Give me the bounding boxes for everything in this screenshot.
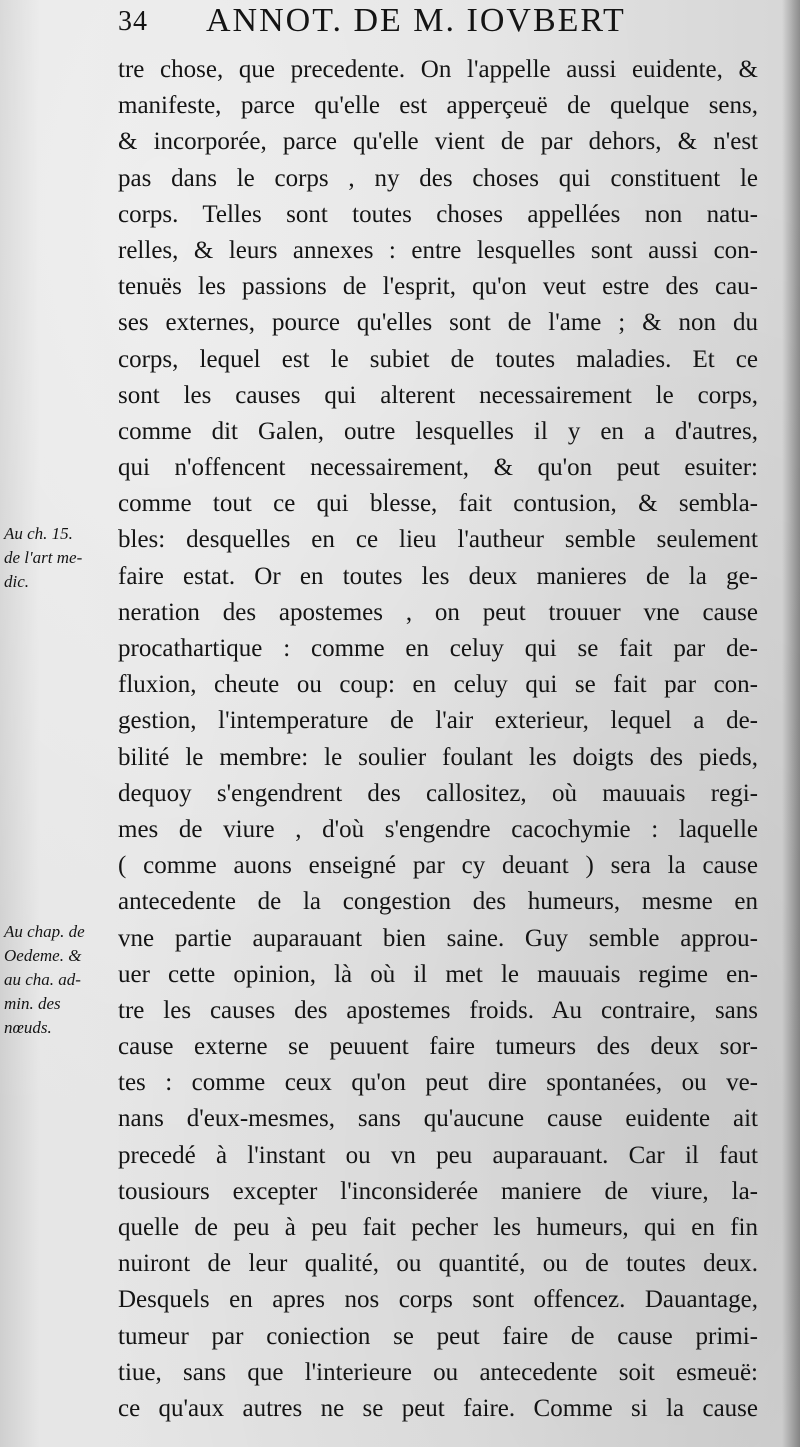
text-line: nans d'eux-mesmes, sans qu'aucune cause euidente ait: [118, 1105, 758, 1133]
text-line: & incorporée, parce qu'elle vient de par dehors, & n'est: [118, 128, 758, 156]
text-line: precedé à l'instant ou vn peu auparauant. Car il faut: [118, 1141, 758, 1169]
text-line: ( comme auons enseigné par cy deuant ) sera la cause: [118, 852, 758, 880]
text-line: tumeur par coniection se peut faire de cause primi-: [118, 1322, 758, 1350]
text-line: bles: desquelles en ce lieu l'autheur semble seulement: [118, 526, 758, 554]
text-line: tre les causes des apostemes froids. Au contraire, sans: [118, 996, 758, 1024]
text-line: neration des apostemes , on peut trouuer vne cause: [118, 598, 758, 626]
margin-note-line: Oedeme. &: [4, 946, 82, 965]
text-line: ses externes, pource qu'elles sont de l'ame ; & non du: [118, 309, 758, 337]
running-head: ANNOT. DE M. IOVBERT: [206, 2, 626, 39]
text-line: qui n'offencent necessairement, & qu'on peut esuiter:: [118, 454, 758, 482]
text-line: bilité le membre: le soulier foulant les doigts des pieds,: [118, 743, 758, 771]
text-line: quelle de peu à peu fait pecher les humeurs, qui en fin: [118, 1214, 758, 1241]
page-header: [118, 0, 778, 50]
text-line: sont les causes qui alterent necessairement le corps,: [118, 381, 758, 409]
margin-note-1: [4, 522, 116, 594]
text-line: vne partie auparauant bien saine. Guy semble approu-: [118, 924, 758, 952]
text-line: mes de viure , d'où s'engendre cacochymie : laquelle: [118, 815, 758, 843]
margin-note-line: min. des: [4, 994, 61, 1013]
margin-note-line: nœuds.: [4, 1018, 52, 1037]
text-line: comme dit Galen, outre lesquelles il y en a d'autres,: [118, 417, 758, 445]
text-line: manifeste, parce qu'elle est apperçeuë de quelque sens,: [118, 92, 758, 120]
text-line: dequoy s'engendrent des callositez, où mauuais regi-: [118, 779, 758, 807]
text-line: relles, & leurs annexes : entre lesquelles sont aussi con-: [118, 236, 758, 264]
margin-note-line: de l'art me-: [4, 548, 83, 567]
text-line: tes : comme ceux qu'on peut dire spontanées, ou ve-: [118, 1069, 758, 1097]
text-line: ce qu'aux autres ne se peut faire. Comme si la cause: [118, 1394, 758, 1422]
text-line: comme tout ce qui blesse, fait contusion, & sembla-: [118, 490, 758, 518]
text-line: Desquels en apres nos corps sont offencez. Dauantage,: [118, 1286, 758, 1314]
text-line: procathartique : comme en celuy qui se fait par de-: [118, 635, 758, 662]
margin-note-2: [4, 920, 116, 1040]
margin-note-line: Au ch. 15.: [4, 524, 73, 543]
text-line: faire estat. Or en toutes les deux manieres de la ge-: [118, 562, 758, 590]
text-line: pas dans le corps , ny des choses qui constituent le: [118, 164, 758, 192]
text-line: antecedente de la congestion des humeurs, mesme en: [118, 888, 758, 916]
margin-note-line: dic.: [4, 572, 30, 591]
text-line: tre chose, que precedente. On l'appelle aussi euidente, &: [118, 56, 758, 83]
margin-note-line: Au chap. de: [4, 922, 85, 941]
text-line: fluxion, cheute ou coup: en celuy qui se fait par con-: [118, 671, 758, 699]
text-line: cause externe se peuuent faire tumeurs des deux sor-: [118, 1033, 758, 1061]
text-line: tousiours excepter l'inconsiderée maniere de viure, la-: [118, 1177, 758, 1205]
page-edge-shadow: [782, 0, 800, 1447]
text-line: corps, lequel est le subiet de toutes maladies. Et ce: [118, 345, 758, 373]
margin-note-line: au cha. ad-: [4, 970, 81, 989]
text-line: tenuës les passions de l'esprit, qu'on veut estre des cau-: [118, 273, 758, 301]
text-line: tiue, sans que l'interieure ou antecedente soit esmeuë:: [118, 1358, 758, 1386]
text-line: uer cette opinion, là où il met le mauuais regime en-: [118, 960, 758, 988]
text-line: nuiront de leur qualité, ou quantité, ou de toutes deux.: [118, 1250, 758, 1278]
body-text: [118, 52, 758, 1427]
text-line: corps. Telles sont toutes choses appellées non natu-: [118, 200, 758, 228]
page-number: 34: [118, 6, 148, 37]
text-line: gestion, l'intemperature de l'air exterieur, lequel a de-: [118, 707, 758, 735]
